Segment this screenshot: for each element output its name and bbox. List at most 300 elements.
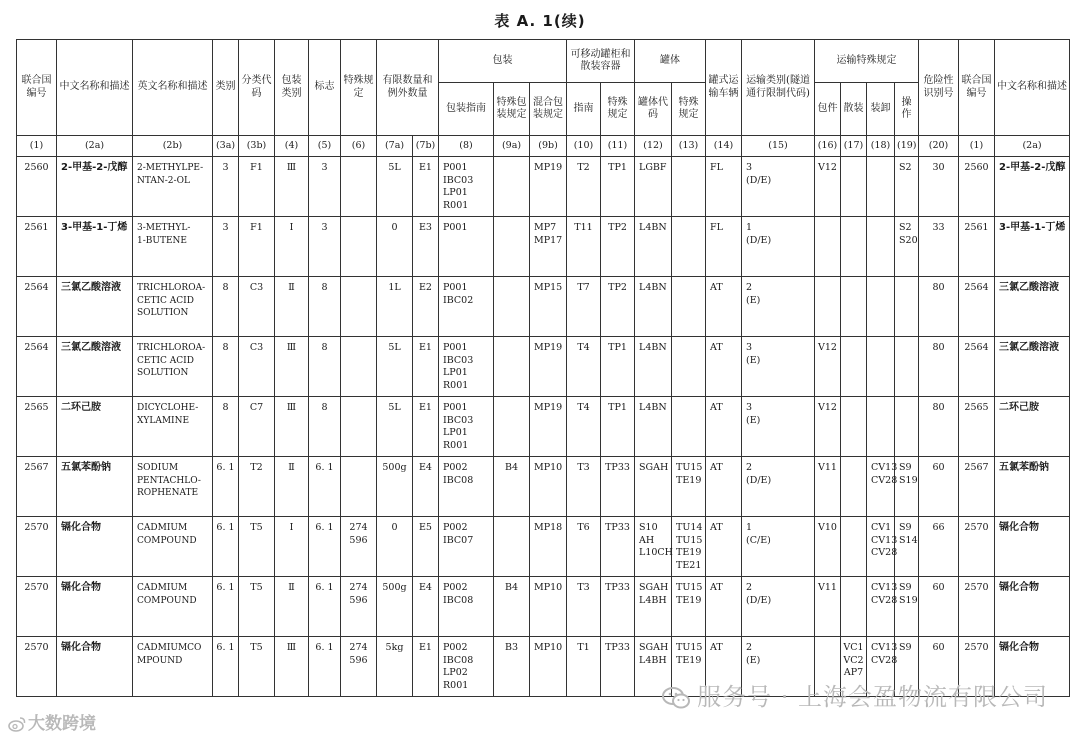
cell-un-no-2: 2561 — [959, 217, 995, 277]
cell-excepted-qty: E1 — [413, 337, 439, 397]
cell-ts-pack: V11 — [815, 457, 841, 517]
cell-pack-group: Ⅱ — [275, 457, 309, 517]
cell-labels: 6. 1 — [309, 517, 341, 577]
cell-special — [341, 337, 377, 397]
col-number: (4) — [275, 136, 309, 157]
cell-hazard-id: 30 — [919, 157, 959, 217]
cell-mixed-pack: MP19 — [530, 337, 567, 397]
cell-mixed-pack: MP15 — [530, 277, 567, 337]
wechat-icon — [661, 686, 691, 710]
cell-mixed-pack: MP18 — [530, 517, 567, 577]
col-number: (11) — [601, 136, 635, 157]
cell-class: 6. 1 — [213, 637, 239, 697]
weibo-icon — [8, 716, 26, 732]
cell-portable-instr: T7 — [567, 277, 601, 337]
cell-special — [341, 397, 377, 457]
col-number: (13) — [672, 136, 706, 157]
cell-portable-special: TP1 — [601, 397, 635, 457]
cell-labels: 8 — [309, 277, 341, 337]
cell-ts-bulk — [841, 457, 867, 517]
col-header-ts-op: 操作 — [895, 83, 919, 136]
cell-special — [341, 157, 377, 217]
cell-un-no-2: 2560 — [959, 157, 995, 217]
cell-ts-load — [867, 157, 895, 217]
table-body — [17, 157, 1070, 697]
cell-cn-name-2: 三氯乙酸溶液 — [995, 277, 1070, 337]
cell-ts-op: S2 — [895, 157, 919, 217]
col-number: (15) — [742, 136, 815, 157]
col-header-tank: 罐体 — [635, 40, 706, 83]
table-row — [17, 577, 1070, 637]
cell-cn-name-2: 2-甲基-2-戊醇 — [995, 157, 1070, 217]
cell-un-no: 2567 — [17, 457, 57, 517]
col-header-class-code: 分类代码 — [239, 40, 275, 136]
table-row — [17, 217, 1070, 277]
cell-special-pack: B4 — [494, 577, 530, 637]
col-header-transport-special: 运输特殊规定 — [815, 40, 919, 83]
cell-tank-code: S10 AH L10CH — [635, 517, 672, 577]
col-number: (6) — [341, 136, 377, 157]
cell-cn-name-2: 镉化合物 — [995, 637, 1070, 697]
col-header-special-pack: 特殊包装规定 — [494, 83, 530, 136]
col-number: (20) — [919, 136, 959, 157]
col-number: (3b) — [239, 136, 275, 157]
cell-ts-load: CV13 CV28 — [867, 577, 895, 637]
cell-special: 274 596 — [341, 577, 377, 637]
col-header-ts-pack: 包件 — [815, 83, 841, 136]
cell-ts-op: S2 S20 — [895, 217, 919, 277]
cell-ts-bulk — [841, 577, 867, 637]
cell-portable-special: TP2 — [601, 217, 635, 277]
cell-ts-bulk — [841, 517, 867, 577]
col-header-portable-special: 特殊规定 — [601, 83, 635, 136]
cell-vehicle: FL — [706, 217, 742, 277]
cell-vehicle: AT — [706, 637, 742, 697]
cell-tank-code: L4BN — [635, 397, 672, 457]
cell-transport-cat: 1 (D/E) — [742, 217, 815, 277]
cell-pack-instr: P001 IBC03 LP01 R001 — [439, 157, 494, 217]
cell-ts-bulk — [841, 337, 867, 397]
col-header-transport-cat: 运输类别(隧道通行限制代码) — [742, 40, 815, 136]
table-title: 表 A. 1(续) — [494, 12, 586, 30]
cell-un-no: 2564 — [17, 337, 57, 397]
cell-hazard-id: 80 — [919, 277, 959, 337]
cell-hazard-id: 66 — [919, 517, 959, 577]
cell-ts-op — [895, 337, 919, 397]
cell-limited-qty: 0 — [377, 517, 413, 577]
cell-tank-code: SGAH — [635, 457, 672, 517]
cell-tank-special — [672, 277, 706, 337]
cell-portable-special: TP1 — [601, 337, 635, 397]
cell-un-no-2: 2570 — [959, 517, 995, 577]
cell-ts-op — [895, 277, 919, 337]
col-number: (10) — [567, 136, 601, 157]
cell-ts-pack — [815, 217, 841, 277]
col-header-class: 类别 — [213, 40, 239, 136]
col-header-cn-name: 中文名称和描述 — [57, 40, 133, 136]
cell-en-name: CADMIUM COMPOUND — [133, 517, 213, 577]
cell-class-code: T2 — [239, 457, 275, 517]
cell-transport-cat: 2 (D/E) — [742, 457, 815, 517]
col-header-en-name: 英文名称和描述 — [133, 40, 213, 136]
col-header-portable: 可移动罐柜和散装容器 — [567, 40, 635, 83]
cell-pack-group: Ⅲ — [275, 637, 309, 697]
table-row — [17, 277, 1070, 337]
cell-cn-name-2: 镉化合物 — [995, 517, 1070, 577]
cell-portable-instr: T6 — [567, 517, 601, 577]
col-header-tank-code: 罐体代码 — [635, 83, 672, 136]
cell-class: 6. 1 — [213, 577, 239, 637]
cell-portable-special: TP33 — [601, 577, 635, 637]
cell-limited-qty: 5L — [377, 157, 413, 217]
cell-pack-group: Ⅲ — [275, 337, 309, 397]
cell-ts-load: CV13 CV28 — [867, 457, 895, 517]
cell-pack-group: Ⅱ — [275, 277, 309, 337]
cell-tank-special — [672, 397, 706, 457]
cell-limited-qty: 500g — [377, 577, 413, 637]
cell-class-code: T5 — [239, 637, 275, 697]
cell-mixed-pack: MP10 — [530, 637, 567, 697]
cell-cn-name-2: 二环己胺 — [995, 397, 1070, 457]
cell-labels: 6. 1 — [309, 457, 341, 517]
col-number: (1) — [17, 136, 57, 157]
cell-ts-bulk — [841, 397, 867, 457]
watermark-left — [8, 709, 96, 734]
cell-class: 3 — [213, 217, 239, 277]
cell-cn-name: 镉化合物 — [57, 637, 133, 697]
cell-ts-op — [895, 397, 919, 457]
table-row — [17, 457, 1070, 517]
cell-vehicle: FL — [706, 157, 742, 217]
cell-un-no-2: 2567 — [959, 457, 995, 517]
cell-labels: 3 — [309, 157, 341, 217]
cell-cn-name: 三氯乙酸溶液 — [57, 337, 133, 397]
cell-tank-code: L4BN — [635, 337, 672, 397]
col-header-mixed-pack: 混合包装规定 — [530, 83, 567, 136]
cell-pack-group: Ⅱ — [275, 577, 309, 637]
cell-en-name: TRICHLOROA- CETIC ACID SOLUTION — [133, 337, 213, 397]
cell-special: 274 596 — [341, 517, 377, 577]
col-number: (5) — [309, 136, 341, 157]
cell-class: 8 — [213, 277, 239, 337]
cell-tank-special: TU15 TE19 — [672, 637, 706, 697]
col-number: (2b) — [133, 136, 213, 157]
table-row — [17, 157, 1070, 217]
cell-ts-pack: V10 — [815, 517, 841, 577]
cell-special-pack: B4 — [494, 457, 530, 517]
col-header-ts-bulk: 散装 — [841, 83, 867, 136]
cell-class-code: C3 — [239, 277, 275, 337]
cell-mixed-pack: MP10 — [530, 457, 567, 517]
cell-limited-qty: 5L — [377, 397, 413, 457]
cell-un-no: 2570 — [17, 637, 57, 697]
cell-ts-load — [867, 277, 895, 337]
cell-special — [341, 217, 377, 277]
cell-special-pack — [494, 397, 530, 457]
cell-ts-pack — [815, 277, 841, 337]
cell-ts-op: S9 S19 — [895, 577, 919, 637]
cell-ts-load: CV1 CV13 CV28 — [867, 517, 895, 577]
col-header-limited: 有限数量和例外数量 — [377, 40, 439, 136]
cell-tank-code: L4BN — [635, 217, 672, 277]
cell-vehicle: AT — [706, 397, 742, 457]
col-number: (2a) — [995, 136, 1070, 157]
cell-special-pack — [494, 217, 530, 277]
cell-vehicle: AT — [706, 457, 742, 517]
cell-en-name: TRICHLOROA- CETIC ACID SOLUTION — [133, 277, 213, 337]
cell-transport-cat: 3 (D/E) — [742, 157, 815, 217]
col-number: (19) — [895, 136, 919, 157]
cell-pack-group: Ⅲ — [275, 157, 309, 217]
cell-en-name: 2-METHYLPE- NTAN-2-OL — [133, 157, 213, 217]
col-number: (2a) — [57, 136, 133, 157]
cell-un-no: 2564 — [17, 277, 57, 337]
cell-mixed-pack: MP10 — [530, 577, 567, 637]
cell-transport-cat: 2 (E) — [742, 637, 815, 697]
col-number: (16) — [815, 136, 841, 157]
watermark-right — [661, 677, 1048, 712]
cell-cn-name-2: 三氯乙酸溶液 — [995, 337, 1070, 397]
cell-mixed-pack: MP19 — [530, 397, 567, 457]
cell-special-pack — [494, 157, 530, 217]
cell-tank-special: TU15 TE19 — [672, 457, 706, 517]
col-header-tank-special: 特殊规定 — [672, 83, 706, 136]
cell-ts-bulk — [841, 277, 867, 337]
cell-ts-load — [867, 397, 895, 457]
cell-portable-instr: T3 — [567, 457, 601, 517]
cell-labels: 6. 1 — [309, 637, 341, 697]
col-number: (17) — [841, 136, 867, 157]
col-number: (8) — [439, 136, 494, 157]
cell-special-pack: B3 — [494, 637, 530, 697]
cell-hazard-id: 60 — [919, 577, 959, 637]
cell-cn-name: 五氯苯酚钠 — [57, 457, 133, 517]
cell-ts-op: S9 S19 — [895, 457, 919, 517]
cell-un-no-2: 2564 — [959, 277, 995, 337]
watermark-left-text: 大数跨境 — [28, 714, 96, 734]
cell-limited-qty: 1L — [377, 277, 413, 337]
col-header-pack-instr: 包装指南 — [439, 83, 494, 136]
cell-tank-special — [672, 337, 706, 397]
cell-un-no: 2561 — [17, 217, 57, 277]
cell-special-pack — [494, 337, 530, 397]
cell-pack-instr: P002 IBC07 — [439, 517, 494, 577]
col-header-cn-name-2: 中文名称和描述 — [995, 40, 1070, 136]
cell-class: 8 — [213, 337, 239, 397]
cell-ts-load — [867, 217, 895, 277]
cell-excepted-qty: E5 — [413, 517, 439, 577]
cell-vehicle: AT — [706, 517, 742, 577]
dangerous-goods-table — [16, 39, 1070, 697]
cell-ts-pack: V11 — [815, 577, 841, 637]
cell-un-no: 2570 — [17, 517, 57, 577]
cell-ts-bulk — [841, 217, 867, 277]
cell-transport-cat: 1 (C/E) — [742, 517, 815, 577]
cell-class-code: C7 — [239, 397, 275, 457]
col-header-special: 特殊规定 — [341, 40, 377, 136]
cell-tank-special — [672, 157, 706, 217]
col-number: (3a) — [213, 136, 239, 157]
cell-tank-special: TU15 TE19 — [672, 577, 706, 637]
table-row — [17, 397, 1070, 457]
cell-ts-bulk: VC1 VC2 AP7 — [841, 637, 867, 697]
cell-pack-instr: P002 IBC08 — [439, 577, 494, 637]
col-header-packaging: 包装 — [439, 40, 567, 83]
col-number: (7b) — [413, 136, 439, 157]
table-row — [17, 517, 1070, 577]
col-header-ts-load: 装卸 — [867, 83, 895, 136]
cell-class-code: C3 — [239, 337, 275, 397]
cell-cn-name-2: 3-甲基-1-丁烯 — [995, 217, 1070, 277]
cell-tank-code: SGAH L4BH — [635, 577, 672, 637]
cell-labels: 8 — [309, 397, 341, 457]
cell-portable-special: TP33 — [601, 637, 635, 697]
col-number: (1) — [959, 136, 995, 157]
col-header-pack-group: 包装类别 — [275, 40, 309, 136]
cell-transport-cat: 3 (E) — [742, 397, 815, 457]
cell-vehicle: AT — [706, 337, 742, 397]
cell-portable-instr: T4 — [567, 397, 601, 457]
cell-un-no: 2560 — [17, 157, 57, 217]
cell-un-no: 2570 — [17, 577, 57, 637]
cell-pack-instr: P001 IBC03 LP01 R001 — [439, 397, 494, 457]
cell-un-no-2: 2564 — [959, 337, 995, 397]
cell-portable-instr: T1 — [567, 637, 601, 697]
cell-tank-special: TU14 TU15 TE19 TE21 — [672, 517, 706, 577]
cell-excepted-qty: E2 — [413, 277, 439, 337]
cell-portable-special: TP1 — [601, 157, 635, 217]
cell-vehicle: AT — [706, 277, 742, 337]
col-number: (12) — [635, 136, 672, 157]
cell-en-name: SODIUM PENTACHLO- ROPHENATE — [133, 457, 213, 517]
cell-un-no: 2565 — [17, 397, 57, 457]
cell-mixed-pack: MP19 — [530, 157, 567, 217]
cell-excepted-qty: E3 — [413, 217, 439, 277]
cell-un-no-2: 2565 — [959, 397, 995, 457]
cell-cn-name-2: 镉化合物 — [995, 577, 1070, 637]
cell-transport-cat: 3 (E) — [742, 337, 815, 397]
cell-excepted-qty: E1 — [413, 157, 439, 217]
cell-ts-pack: V12 — [815, 337, 841, 397]
cell-special: 274 596 — [341, 637, 377, 697]
cell-class-code: F1 — [239, 217, 275, 277]
cell-limited-qty: 0 — [377, 217, 413, 277]
col-header-un-no-2: 联合国编号 — [959, 40, 995, 136]
col-header-portable-instr: 指南 — [567, 83, 601, 136]
cell-special-pack — [494, 517, 530, 577]
col-number: (18) — [867, 136, 895, 157]
cell-limited-qty: 5kg — [377, 637, 413, 697]
cell-ts-pack: V12 — [815, 397, 841, 457]
cell-labels: 6. 1 — [309, 577, 341, 637]
cell-un-no-2: 2570 — [959, 577, 995, 637]
cell-excepted-qty: E1 — [413, 637, 439, 697]
cell-special — [341, 277, 377, 337]
cell-portable-special: TP33 — [601, 517, 635, 577]
cell-limited-qty: 500g — [377, 457, 413, 517]
cell-cn-name: 3-甲基-1-丁烯 — [57, 217, 133, 277]
cell-en-name: DICYCLOHE- XYLAMINE — [133, 397, 213, 457]
cell-ts-op: S9 S14 — [895, 517, 919, 577]
cell-tank-code: SGAH L4BH — [635, 637, 672, 697]
cell-cn-name: 2-甲基-2-戊醇 — [57, 157, 133, 217]
cell-en-name: 3-METHYL- 1-BUTENE — [133, 217, 213, 277]
col-number: (7a) — [377, 136, 413, 157]
cell-cn-name: 镉化合物 — [57, 517, 133, 577]
cell-hazard-id: 60 — [919, 637, 959, 697]
cell-hazard-id: 33 — [919, 217, 959, 277]
watermark-right-text: 服务号 · 上海会盈物流有限公司 — [697, 683, 1048, 711]
cell-class-code: T5 — [239, 577, 275, 637]
cell-cn-name: 三氯乙酸溶液 — [57, 277, 133, 337]
col-header-un-no: 联合国编号 — [17, 40, 57, 136]
cell-pack-instr: P002 IBC08 — [439, 457, 494, 517]
cell-mixed-pack: MP7 MP17 — [530, 217, 567, 277]
col-header-hazard-id: 危险性识别号 — [919, 40, 959, 136]
cell-transport-cat: 2 (E) — [742, 277, 815, 337]
cell-portable-special: TP2 — [601, 277, 635, 337]
cell-tank-code: LGBF — [635, 157, 672, 217]
cell-pack-instr: P001 IBC02 — [439, 277, 494, 337]
cell-excepted-qty: E1 — [413, 397, 439, 457]
cell-pack-group: Ⅲ — [275, 397, 309, 457]
cell-ts-load: CV13 CV28 — [867, 637, 895, 697]
cell-hazard-id: 80 — [919, 397, 959, 457]
cell-un-no-2: 2570 — [959, 637, 995, 697]
cell-class: 6. 1 — [213, 457, 239, 517]
table-row — [17, 337, 1070, 397]
cell-hazard-id: 60 — [919, 457, 959, 517]
cell-portable-instr: T11 — [567, 217, 601, 277]
cell-excepted-qty: E4 — [413, 577, 439, 637]
cell-tank-special — [672, 217, 706, 277]
cell-pack-group: Ⅰ — [275, 217, 309, 277]
col-number: (9b) — [530, 136, 567, 157]
cell-excepted-qty: E4 — [413, 457, 439, 517]
col-number: (14) — [706, 136, 742, 157]
cell-class: 8 — [213, 397, 239, 457]
cell-ts-bulk — [841, 157, 867, 217]
cell-pack-instr: P002 IBC08 LP02 R001 — [439, 637, 494, 697]
cell-hazard-id: 80 — [919, 337, 959, 397]
cell-tank-code: L4BN — [635, 277, 672, 337]
cell-limited-qty: 5L — [377, 337, 413, 397]
cell-ts-pack: V12 — [815, 157, 841, 217]
cell-ts-load — [867, 337, 895, 397]
cell-en-name: CADMIUM COMPOUND — [133, 577, 213, 637]
cell-portable-special: TP33 — [601, 457, 635, 517]
cell-pack-group: Ⅰ — [275, 517, 309, 577]
cell-cn-name: 镉化合物 — [57, 577, 133, 637]
column-number-row — [17, 136, 1070, 157]
cell-pack-instr: P001 IBC03 LP01 R001 — [439, 337, 494, 397]
cell-labels: 3 — [309, 217, 341, 277]
cell-en-name: CADMIUMCO MPOUND — [133, 637, 213, 697]
col-header-vehicle: 罐式运输车辆 — [706, 40, 742, 136]
cell-cn-name-2: 五氯苯酚钠 — [995, 457, 1070, 517]
cell-labels: 8 — [309, 337, 341, 397]
cell-portable-instr: T2 — [567, 157, 601, 217]
cell-class-code: F1 — [239, 157, 275, 217]
cell-class: 3 — [213, 157, 239, 217]
cell-special-pack — [494, 277, 530, 337]
col-number: (9a) — [494, 136, 530, 157]
cell-portable-instr: T4 — [567, 337, 601, 397]
cell-class-code: T5 — [239, 517, 275, 577]
cell-portable-instr: T3 — [567, 577, 601, 637]
col-header-labels: 标志 — [309, 40, 341, 136]
cell-transport-cat: 2 (D/E) — [742, 577, 815, 637]
